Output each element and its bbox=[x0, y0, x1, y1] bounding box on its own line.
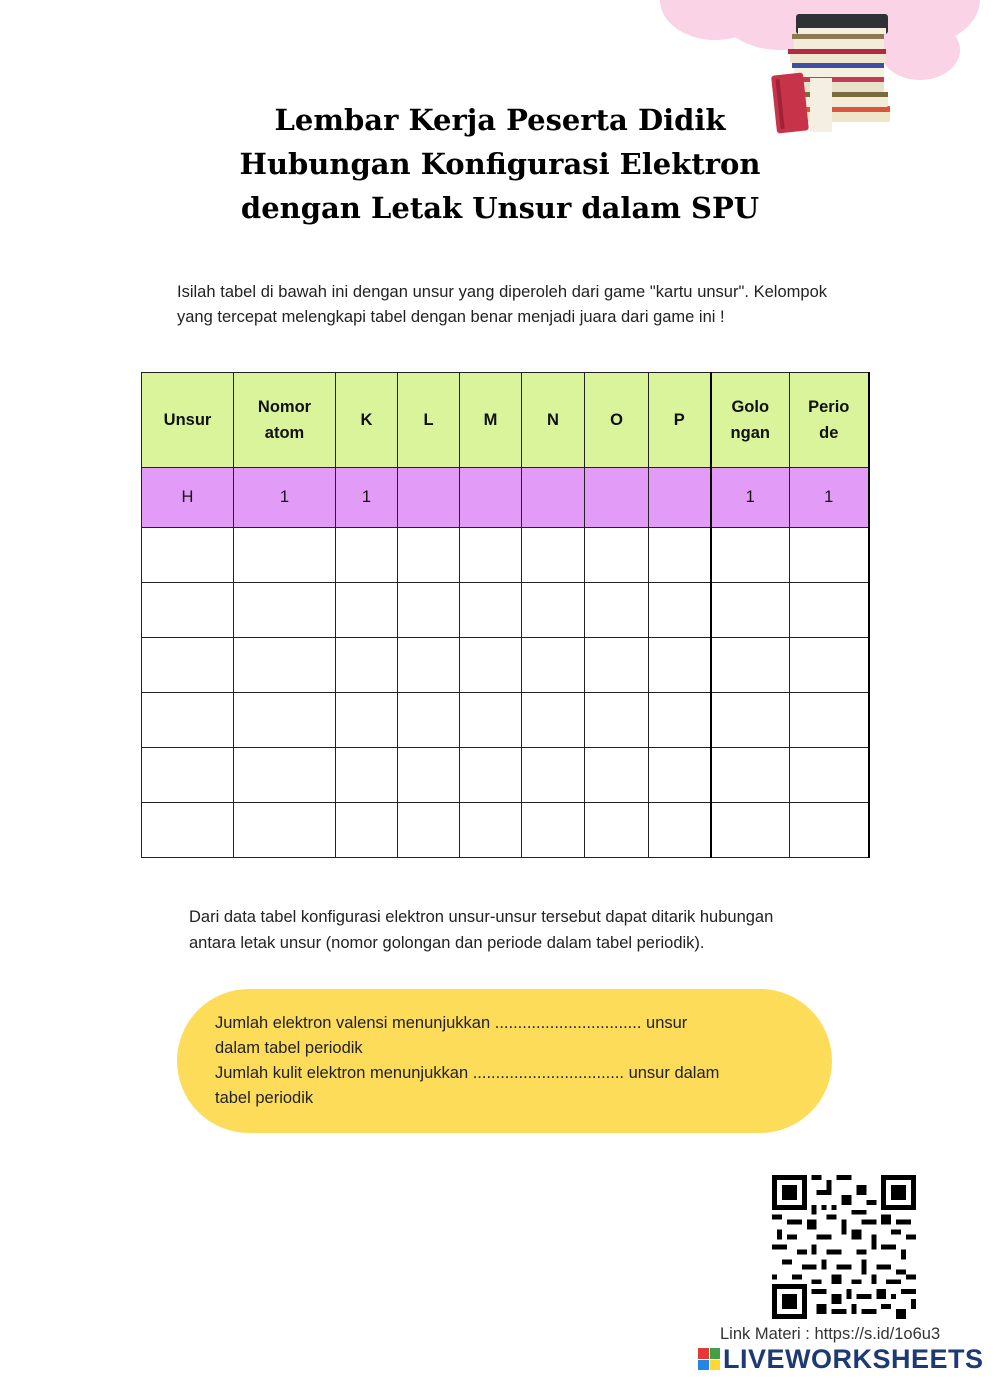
input-cell[interactable] bbox=[711, 638, 790, 693]
materials-link[interactable]: Link Materi : https://s.id/1o6u3 bbox=[720, 1325, 941, 1343]
header-o: O bbox=[585, 373, 649, 468]
input-cell[interactable] bbox=[336, 528, 398, 583]
table-header-row bbox=[142, 373, 869, 468]
conclusion-paragraph bbox=[189, 904, 869, 956]
input-cell[interactable] bbox=[234, 583, 336, 638]
input-cell[interactable] bbox=[460, 528, 522, 583]
table-row bbox=[142, 693, 869, 748]
title-line-1: Lembar Kerja Peserta Didik bbox=[274, 103, 726, 137]
qr-code[interactable] bbox=[772, 1175, 916, 1319]
statement-line-4: tabel periodik bbox=[215, 1089, 314, 1107]
table-row bbox=[142, 748, 869, 803]
input-cell[interactable] bbox=[234, 638, 336, 693]
input-cell[interactable] bbox=[649, 528, 711, 583]
input-cell[interactable] bbox=[522, 528, 585, 583]
liveworksheets-brand bbox=[698, 1344, 984, 1374]
input-cell[interactable] bbox=[649, 803, 711, 858]
input-cell[interactable] bbox=[234, 803, 336, 858]
statement-line-2: dalam tabel periodik bbox=[215, 1039, 363, 1057]
title-line-2: Hubungan Konfigurasi Elektron bbox=[239, 147, 761, 181]
table-row-example bbox=[142, 468, 869, 528]
cell-l bbox=[398, 468, 460, 528]
input-cell[interactable] bbox=[142, 528, 234, 583]
fill-in-statement-box bbox=[177, 989, 832, 1133]
input-cell[interactable] bbox=[711, 693, 790, 748]
header-periode: Perio de bbox=[790, 373, 869, 468]
header-m: M bbox=[460, 373, 522, 468]
input-cell[interactable] bbox=[336, 693, 398, 748]
input-cell[interactable] bbox=[142, 693, 234, 748]
input-cell[interactable] bbox=[711, 748, 790, 803]
input-cell[interactable] bbox=[649, 583, 711, 638]
input-cell[interactable] bbox=[234, 693, 336, 748]
input-cell[interactable] bbox=[790, 583, 869, 638]
input-cell[interactable] bbox=[649, 638, 711, 693]
input-cell[interactable] bbox=[234, 528, 336, 583]
table-row bbox=[142, 803, 869, 858]
cell-periode: 1 bbox=[790, 468, 869, 528]
header-k: K bbox=[336, 373, 398, 468]
input-cell[interactable] bbox=[398, 803, 460, 858]
input-cell[interactable] bbox=[398, 748, 460, 803]
input-cell[interactable] bbox=[336, 803, 398, 858]
input-cell[interactable] bbox=[790, 528, 869, 583]
input-cell[interactable] bbox=[460, 638, 522, 693]
input-cell[interactable] bbox=[711, 803, 790, 858]
input-cell[interactable] bbox=[585, 638, 649, 693]
cell-golongan: 1 bbox=[711, 468, 790, 528]
input-cell[interactable] bbox=[790, 748, 869, 803]
input-cell[interactable] bbox=[522, 748, 585, 803]
worksheet-title bbox=[150, 98, 850, 230]
input-cell[interactable] bbox=[142, 638, 234, 693]
input-cell[interactable] bbox=[460, 693, 522, 748]
input-cell[interactable] bbox=[460, 748, 522, 803]
cell-unsur: H bbox=[142, 468, 234, 528]
input-cell[interactable] bbox=[398, 693, 460, 748]
input-cell[interactable] bbox=[460, 583, 522, 638]
header-unsur: Unsur bbox=[142, 373, 234, 468]
input-cell[interactable] bbox=[142, 583, 234, 638]
input-cell[interactable] bbox=[460, 803, 522, 858]
header-golongan: Golo ngan bbox=[711, 373, 790, 468]
input-cell[interactable] bbox=[649, 693, 711, 748]
input-cell[interactable] bbox=[522, 583, 585, 638]
input-cell[interactable] bbox=[522, 803, 585, 858]
cell-nomor-atom: 1 bbox=[234, 468, 336, 528]
conclusion-line-2: antara letak unsur (nomor golongan dan periode dalam tabel periodik). bbox=[189, 934, 705, 952]
input-cell[interactable] bbox=[142, 748, 234, 803]
input-cell[interactable] bbox=[711, 583, 790, 638]
cell-n bbox=[522, 468, 585, 528]
header-p: P bbox=[649, 373, 711, 468]
header-n: N bbox=[522, 373, 585, 468]
instructions-paragraph: Isilah tabel di bawah ini dengan unsur yang diperoleh dari game "kartu unsur". Kelompok yang tercepat melengkapi tabel dengan benar menjadi juara dari game ini ! bbox=[177, 283, 827, 326]
input-cell[interactable] bbox=[585, 748, 649, 803]
header-nomor-atom: Nomor atom bbox=[234, 373, 336, 468]
input-cell[interactable] bbox=[336, 748, 398, 803]
statement-line-3[interactable]: Jumlah kulit elektron menunjukkan ................................. unsur dalam bbox=[215, 1064, 720, 1082]
liveworksheets-logo-icon bbox=[698, 1348, 720, 1370]
input-cell[interactable] bbox=[398, 528, 460, 583]
input-cell[interactable] bbox=[585, 583, 649, 638]
input-cell[interactable] bbox=[790, 693, 869, 748]
table-row bbox=[142, 528, 869, 583]
input-cell[interactable] bbox=[649, 748, 711, 803]
title-line-3: dengan Letak Unsur dalam SPU bbox=[240, 191, 760, 225]
table-row bbox=[142, 638, 869, 693]
header-l: L bbox=[398, 373, 460, 468]
input-cell[interactable] bbox=[585, 803, 649, 858]
input-cell[interactable] bbox=[336, 638, 398, 693]
input-cell[interactable] bbox=[585, 528, 649, 583]
table-row bbox=[142, 583, 869, 638]
input-cell[interactable] bbox=[522, 638, 585, 693]
input-cell[interactable] bbox=[522, 693, 585, 748]
input-cell[interactable] bbox=[585, 693, 649, 748]
input-cell[interactable] bbox=[398, 583, 460, 638]
input-cell[interactable] bbox=[398, 638, 460, 693]
cell-k: 1 bbox=[336, 468, 398, 528]
cell-m bbox=[460, 468, 522, 528]
input-cell[interactable] bbox=[234, 748, 336, 803]
input-cell[interactable] bbox=[142, 803, 234, 858]
conclusion-line-1: Dari data tabel konfigurasi elektron unsur-unsur tersebut dapat ditarik hubungan bbox=[189, 908, 774, 926]
cell-p bbox=[649, 468, 711, 528]
input-cell[interactable] bbox=[336, 583, 398, 638]
statement-line-1[interactable]: Jumlah elektron valensi menunjukkan ................................ unsur bbox=[215, 1014, 688, 1032]
brand-name: LIVEWORKSHEETS bbox=[723, 1343, 984, 1374]
input-cell[interactable] bbox=[790, 638, 869, 693]
input-cell[interactable] bbox=[790, 803, 869, 858]
input-cell[interactable] bbox=[711, 528, 790, 583]
cell-o bbox=[585, 468, 649, 528]
electron-configuration-table bbox=[141, 372, 870, 858]
